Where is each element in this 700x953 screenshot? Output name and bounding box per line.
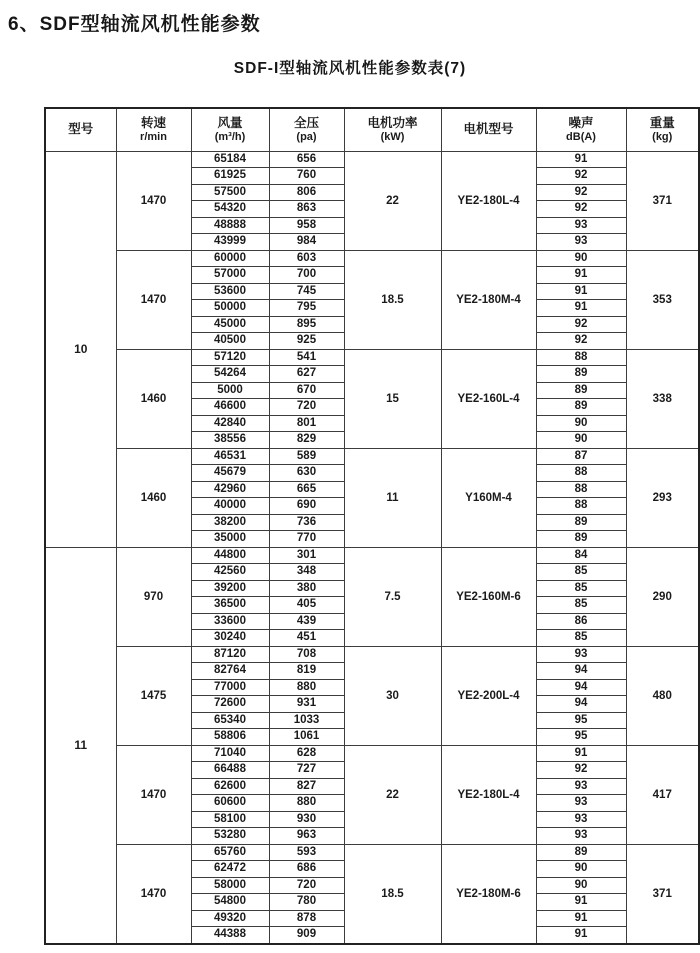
pressure-cell: 451 — [269, 630, 344, 647]
volume-cell: 61925 — [191, 168, 269, 185]
header-line2: (kg) — [652, 130, 673, 143]
table-row — [45, 646, 699, 663]
table-row — [45, 250, 699, 267]
header-line1: 型号 — [68, 122, 94, 137]
noise-cell: 94 — [536, 696, 626, 713]
volume-cell: 87120 — [191, 646, 269, 663]
speed-cell: 970 — [116, 547, 191, 646]
pressure-cell: 880 — [269, 679, 344, 696]
pressure-cell: 880 — [269, 795, 344, 812]
power-cell: 22 — [344, 745, 441, 844]
pressure-cell: 348 — [269, 564, 344, 581]
power-cell: 22 — [344, 151, 441, 250]
noise-cell: 95 — [536, 712, 626, 729]
header-line2: (pa) — [296, 130, 317, 143]
pressure-cell: 627 — [269, 366, 344, 383]
noise-cell: 90 — [536, 250, 626, 267]
volume-cell: 48888 — [191, 217, 269, 234]
table-title: SDF-I型轴流风机性能参数表(7) — [233, 60, 467, 77]
motor-cell: YE2-180L-4 — [441, 151, 536, 250]
pressure-cell: 301 — [269, 547, 344, 564]
weight-cell: 371 — [626, 844, 699, 944]
noise-cell: 89 — [536, 514, 626, 531]
column-header-weight — [626, 108, 699, 151]
volume-cell: 58806 — [191, 729, 269, 746]
pressure-cell: 686 — [269, 861, 344, 878]
noise-cell: 93 — [536, 795, 626, 812]
noise-cell: 95 — [536, 729, 626, 746]
volume-cell: 36500 — [191, 597, 269, 614]
table-row — [45, 151, 699, 168]
weight-cell: 293 — [626, 448, 699, 547]
pressure-cell: 589 — [269, 448, 344, 465]
pressure-cell: 603 — [269, 250, 344, 267]
noise-cell: 91 — [536, 927, 626, 944]
noise-cell: 91 — [536, 283, 626, 300]
column-header-pressure — [269, 108, 344, 151]
motor-cell: YE2-180M-6 — [441, 844, 536, 944]
volume-cell: 53280 — [191, 828, 269, 845]
power-cell: 30 — [344, 646, 441, 745]
column-header-volume — [191, 108, 269, 151]
pressure-cell: 628 — [269, 745, 344, 762]
noise-cell: 85 — [536, 597, 626, 614]
table-row — [45, 844, 699, 861]
volume-cell: 46600 — [191, 399, 269, 416]
pressure-cell: 380 — [269, 580, 344, 597]
noise-cell: 92 — [536, 201, 626, 218]
volume-cell: 53600 — [191, 283, 269, 300]
volume-cell: 43999 — [191, 234, 269, 251]
noise-cell: 84 — [536, 547, 626, 564]
speed-cell: 1460 — [116, 448, 191, 547]
power-cell: 11 — [344, 448, 441, 547]
pressure-cell: 760 — [269, 168, 344, 185]
volume-cell: 38200 — [191, 514, 269, 531]
noise-cell: 92 — [536, 762, 626, 779]
noise-cell: 85 — [536, 630, 626, 647]
noise-cell: 91 — [536, 151, 626, 168]
header-line1: 电机型号 — [463, 122, 514, 137]
header-line1: 噪声 — [568, 115, 594, 130]
noise-cell: 90 — [536, 415, 626, 432]
noise-cell: 89 — [536, 844, 626, 861]
pressure-cell: 439 — [269, 613, 344, 630]
weight-cell: 480 — [626, 646, 699, 745]
pressure-cell: 878 — [269, 910, 344, 927]
volume-cell: 66488 — [191, 762, 269, 779]
noise-cell: 93 — [536, 646, 626, 663]
volume-cell: 65340 — [191, 712, 269, 729]
volume-cell: 71040 — [191, 745, 269, 762]
noise-cell: 88 — [536, 481, 626, 498]
speed-cell: 1470 — [116, 745, 191, 844]
noise-cell: 92 — [536, 333, 626, 350]
table-row — [45, 547, 699, 564]
volume-cell: 5000 — [191, 382, 269, 399]
pressure-cell: 630 — [269, 465, 344, 482]
volume-cell: 38556 — [191, 432, 269, 449]
noise-cell: 90 — [536, 861, 626, 878]
motor-cell: YE2-180L-4 — [441, 745, 536, 844]
pressure-cell: 801 — [269, 415, 344, 432]
header-line2: (kW) — [380, 130, 405, 143]
volume-cell: 39200 — [191, 580, 269, 597]
pressure-cell: 863 — [269, 201, 344, 218]
volume-cell: 44800 — [191, 547, 269, 564]
header-line1: 风量 — [217, 115, 243, 130]
volume-cell: 44388 — [191, 927, 269, 944]
volume-cell: 62472 — [191, 861, 269, 878]
header-line1: 全压 — [293, 115, 319, 130]
noise-cell: 91 — [536, 267, 626, 284]
weight-cell: 353 — [626, 250, 699, 349]
pressure-cell: 795 — [269, 300, 344, 317]
volume-cell: 50000 — [191, 300, 269, 317]
page-title: 6、SDF型轴流风机性能参数 — [8, 14, 261, 35]
volume-cell: 42960 — [191, 481, 269, 498]
noise-cell: 85 — [536, 580, 626, 597]
table-row — [45, 448, 699, 465]
noise-cell: 91 — [536, 910, 626, 927]
weight-cell: 338 — [626, 349, 699, 448]
pressure-cell: 541 — [269, 349, 344, 366]
pressure-cell: 829 — [269, 432, 344, 449]
noise-cell: 88 — [536, 349, 626, 366]
header-line1: 电机功率 — [367, 115, 418, 130]
motor-cell: Y160M-4 — [441, 448, 536, 547]
volume-cell: 54800 — [191, 894, 269, 911]
power-cell: 18.5 — [344, 250, 441, 349]
noise-cell: 90 — [536, 432, 626, 449]
pressure-cell: 770 — [269, 531, 344, 548]
volume-cell: 57120 — [191, 349, 269, 366]
volume-cell: 40000 — [191, 498, 269, 515]
pressure-cell: 405 — [269, 597, 344, 614]
motor-cell: YE2-180M-4 — [441, 250, 536, 349]
noise-cell: 88 — [536, 498, 626, 515]
pressure-cell: 656 — [269, 151, 344, 168]
table-row — [45, 745, 699, 762]
noise-cell: 93 — [536, 811, 626, 828]
pressure-cell: 720 — [269, 877, 344, 894]
fan-spec-table — [44, 107, 700, 945]
weight-cell: 371 — [626, 151, 699, 250]
model-cell: 11 — [45, 547, 116, 944]
noise-cell: 91 — [536, 894, 626, 911]
noise-cell: 89 — [536, 366, 626, 383]
volume-cell: 30240 — [191, 630, 269, 647]
noise-cell: 85 — [536, 564, 626, 581]
volume-cell: 54320 — [191, 201, 269, 218]
noise-cell: 94 — [536, 663, 626, 680]
pressure-cell: 931 — [269, 696, 344, 713]
noise-cell: 92 — [536, 316, 626, 333]
column-header-motor — [441, 108, 536, 151]
volume-cell: 33600 — [191, 613, 269, 630]
pressure-cell: 984 — [269, 234, 344, 251]
volume-cell: 40500 — [191, 333, 269, 350]
volume-cell: 42840 — [191, 415, 269, 432]
pressure-cell: 727 — [269, 762, 344, 779]
pressure-cell: 736 — [269, 514, 344, 531]
volume-cell: 58100 — [191, 811, 269, 828]
power-cell: 7.5 — [344, 547, 441, 646]
volume-cell: 77000 — [191, 679, 269, 696]
header-line2: (m³/h) — [214, 130, 246, 143]
noise-cell: 89 — [536, 531, 626, 548]
pressure-cell: 1061 — [269, 729, 344, 746]
pressure-cell: 700 — [269, 267, 344, 284]
pressure-cell: 665 — [269, 481, 344, 498]
speed-cell: 1470 — [116, 250, 191, 349]
volume-cell: 60000 — [191, 250, 269, 267]
header-line1: 重量 — [649, 115, 675, 130]
volume-cell: 58000 — [191, 877, 269, 894]
table-header — [45, 108, 699, 151]
speed-cell: 1470 — [116, 151, 191, 250]
pressure-cell: 895 — [269, 316, 344, 333]
pressure-cell: 827 — [269, 778, 344, 795]
pressure-cell: 806 — [269, 184, 344, 201]
noise-cell: 92 — [536, 168, 626, 185]
header-line1: 转速 — [140, 115, 166, 130]
pressure-cell: 909 — [269, 927, 344, 944]
pressure-cell: 958 — [269, 217, 344, 234]
noise-cell: 87 — [536, 448, 626, 465]
motor-cell: YE2-200L-4 — [441, 646, 536, 745]
header-row — [45, 108, 699, 151]
column-header-noise — [536, 108, 626, 151]
speed-cell: 1460 — [116, 349, 191, 448]
volume-cell: 60600 — [191, 795, 269, 812]
volume-cell: 65760 — [191, 844, 269, 861]
noise-cell: 93 — [536, 778, 626, 795]
volume-cell: 42560 — [191, 564, 269, 581]
speed-cell: 1470 — [116, 844, 191, 944]
pressure-cell: 670 — [269, 382, 344, 399]
noise-cell: 89 — [536, 382, 626, 399]
power-cell: 18.5 — [344, 844, 441, 944]
noise-cell: 93 — [536, 828, 626, 845]
volume-cell: 82764 — [191, 663, 269, 680]
noise-cell: 94 — [536, 679, 626, 696]
pressure-cell: 593 — [269, 844, 344, 861]
volume-cell: 45679 — [191, 465, 269, 482]
pressure-cell: 745 — [269, 283, 344, 300]
volume-cell: 57000 — [191, 267, 269, 284]
column-header-model — [45, 108, 116, 151]
pressure-cell: 925 — [269, 333, 344, 350]
pressure-cell: 780 — [269, 894, 344, 911]
volume-cell: 45000 — [191, 316, 269, 333]
noise-cell: 89 — [536, 399, 626, 416]
power-cell: 15 — [344, 349, 441, 448]
noise-cell: 88 — [536, 465, 626, 482]
volume-cell: 54264 — [191, 366, 269, 383]
motor-cell: YE2-160M-6 — [441, 547, 536, 646]
header-line2: r/min — [140, 130, 167, 143]
speed-cell: 1475 — [116, 646, 191, 745]
table-body — [45, 151, 699, 944]
noise-cell: 90 — [536, 877, 626, 894]
noise-cell: 93 — [536, 217, 626, 234]
motor-cell: YE2-160L-4 — [441, 349, 536, 448]
volume-cell: 57500 — [191, 184, 269, 201]
pressure-cell: 1033 — [269, 712, 344, 729]
volume-cell: 65184 — [191, 151, 269, 168]
volume-cell: 72600 — [191, 696, 269, 713]
volume-cell: 62600 — [191, 778, 269, 795]
volume-cell: 49320 — [191, 910, 269, 927]
noise-cell: 91 — [536, 745, 626, 762]
noise-cell: 92 — [536, 184, 626, 201]
pressure-cell: 720 — [269, 399, 344, 416]
noise-cell: 86 — [536, 613, 626, 630]
weight-cell: 290 — [626, 547, 699, 646]
pressure-cell: 963 — [269, 828, 344, 845]
pressure-cell: 708 — [269, 646, 344, 663]
column-header-speed — [116, 108, 191, 151]
column-header-power — [344, 108, 441, 151]
pressure-cell: 930 — [269, 811, 344, 828]
header-line2: dB(A) — [566, 130, 596, 143]
volume-cell: 35000 — [191, 531, 269, 548]
pressure-cell: 690 — [269, 498, 344, 515]
volume-cell: 46531 — [191, 448, 269, 465]
noise-cell: 91 — [536, 300, 626, 317]
weight-cell: 417 — [626, 745, 699, 844]
model-cell: 10 — [45, 151, 116, 547]
pressure-cell: 819 — [269, 663, 344, 680]
table-row — [45, 349, 699, 366]
noise-cell: 93 — [536, 234, 626, 251]
